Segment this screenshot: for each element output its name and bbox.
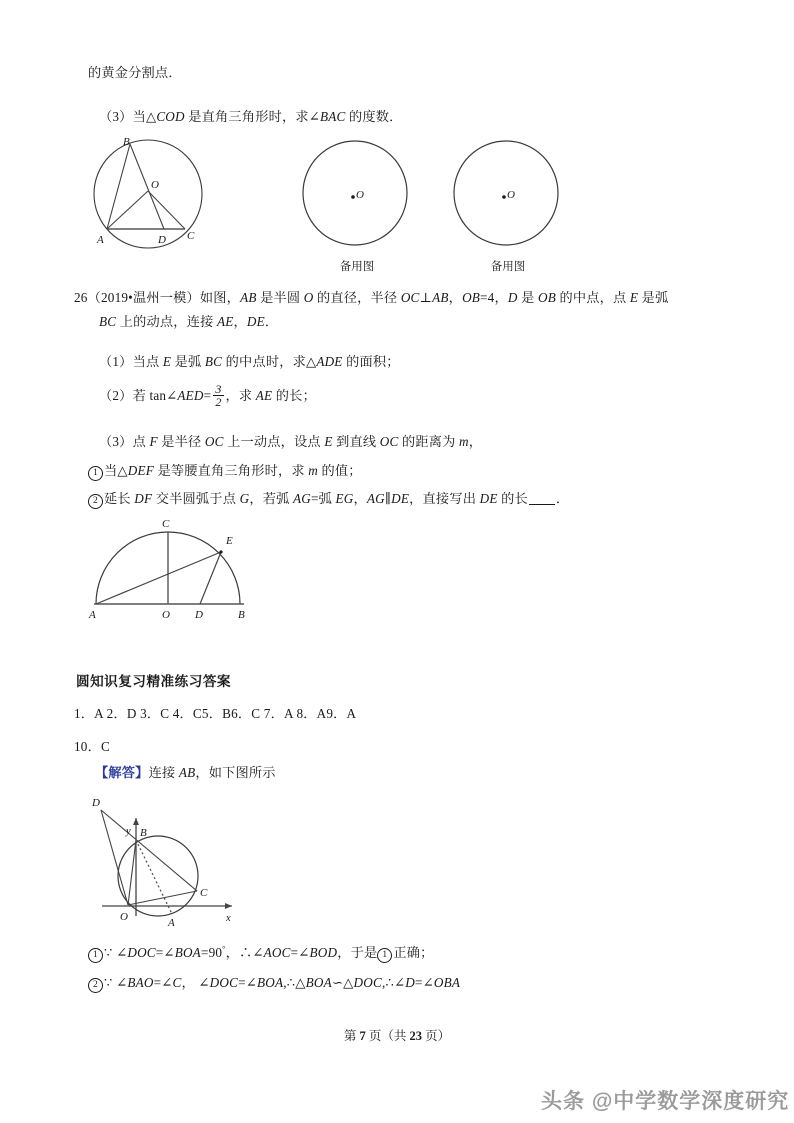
figure-semicircle-label-E: E	[226, 535, 233, 547]
q25-continued-text: 的黄金分割点．	[88, 65, 182, 80]
q26-sub2: 2 延长 DF 交半圆弧于点 G，若弧 AG=弧 EG，AG∥DE，直接写出 DE 的长 ．	[88, 489, 569, 509]
figure3-label-O: O	[507, 189, 515, 201]
answers-line-1: 1．A 2．D 3．C 4．C5．B6．C 7．A 8．A9．A	[74, 706, 357, 721]
fraction-three-halves: $\frac{3}{2}$	[215, 382, 222, 410]
q25-part3-bac: BAC	[320, 109, 346, 124]
q26-stem-line1: 26（2019•温州一模）如图，AB 是半圆 O 的直径，半径 OC⊥AB，OB=4，D 是 OB 的中点，点 E 是弧	[74, 290, 669, 305]
circled-number-2: 2	[88, 494, 103, 509]
q26-stem-a: （2019•温州一模）如图，	[87, 290, 241, 305]
figure2-label-O: O	[356, 189, 364, 201]
figure1-label-A: A	[97, 234, 104, 246]
footer-mid: 页（共	[368, 1029, 407, 1043]
figure-spare-circle-2-caption: 备用图	[490, 261, 526, 273]
figure-semicircle-label-C: C	[162, 518, 170, 530]
answers-line-2: 10．C	[74, 739, 110, 754]
figure-semicircle-label-O: O	[162, 609, 170, 621]
page-footer	[0, 1026, 794, 1044]
figure1-label-O: O	[151, 179, 159, 191]
answer-blank[interactable]	[529, 504, 555, 505]
q25-continued-line	[88, 63, 182, 83]
q25-part3-post: 的度数．	[345, 109, 403, 124]
q26-part2: （2）若 tan∠AED= $\frac{3}{2}$ ，求 AE 的长；	[99, 382, 316, 410]
q26-number: 26	[74, 290, 88, 305]
footer-suffix: 页）	[425, 1029, 451, 1043]
figure-semicircle	[86, 512, 276, 627]
figure-semicircle-label-D: D	[195, 609, 203, 621]
q26-part3: （3）点 F 是半径 OC 上一动点，设点 E 到直线 OC 的距离为 m，	[99, 434, 483, 449]
solution-note-1: 1 ∵ ∠DOC=∠BOA=90°，∴∠AOC=∠BOD，于是 1 正确；	[88, 943, 434, 963]
figure-coord-label-x: x	[226, 913, 231, 924]
circled-number-1: 1	[88, 466, 103, 481]
circled-number-2-note: 2	[88, 978, 103, 993]
footer-page-number: 7	[359, 1029, 366, 1043]
figure-circle-inscribed-triangle	[85, 134, 225, 264]
footer-total-pages: 23	[409, 1029, 422, 1043]
figure1-label-C: C	[187, 230, 195, 242]
q25-part3-pre: （3）当△	[99, 109, 157, 124]
figure-coord-label-y: y	[126, 826, 131, 837]
circled-number-1-note: 1	[88, 948, 103, 963]
figure-coord-label-D: D	[92, 797, 100, 809]
q25-part3-mid: 是直角三角形时，求∠	[184, 109, 320, 124]
q26-part1: （1）当点 E 是弧 BC 的中点时，求△ADE 的面积；	[99, 354, 400, 369]
answers-section-title: 圆知识复习精准练习答案	[76, 674, 232, 689]
figure-spare-circle-1	[297, 136, 417, 259]
figure-coord-label-A: A	[168, 917, 175, 928]
figure-semicircle-label-A: A	[89, 609, 96, 621]
degree-symbol: °	[222, 944, 226, 954]
figure-coord-label-C: C	[200, 887, 208, 899]
figure-coord-label-B: B	[140, 827, 147, 839]
solution-tag: 【解答】	[95, 765, 149, 780]
footer-prefix: 第	[343, 1029, 357, 1043]
figure-semicircle-label-B: B	[238, 609, 245, 621]
q26-stem-line2: BC 上的动点，连接 AE，DE．	[99, 314, 279, 329]
figure-spare-circle-2	[448, 136, 568, 259]
figure1-label-B: B	[123, 136, 130, 148]
solution-note-2: 2 ∵ ∠BAO=∠C， ∠DOC=∠BOA,∴△BOA∽△DOC,∴∠D=∠OBA	[88, 973, 460, 993]
q25-part3-cod: COD	[156, 109, 185, 124]
q25-part3	[99, 107, 403, 127]
circled-number-1-inline: 1	[377, 948, 392, 963]
figure-coordinate-circle	[84, 788, 249, 933]
figure-spare-circle-1-caption: 备用图	[339, 261, 375, 273]
figure1-label-D: D	[158, 234, 166, 246]
figure-coord-label-O: O	[120, 911, 128, 923]
watermark-text: 头条 @中学数学深度研究	[541, 1090, 790, 1113]
q26-sub1: 1 当△DEF 是等腰直角三角形时，求 m 的值；	[88, 461, 362, 481]
solution-line: 【解答】连接 AB，如下图所示	[95, 765, 276, 780]
